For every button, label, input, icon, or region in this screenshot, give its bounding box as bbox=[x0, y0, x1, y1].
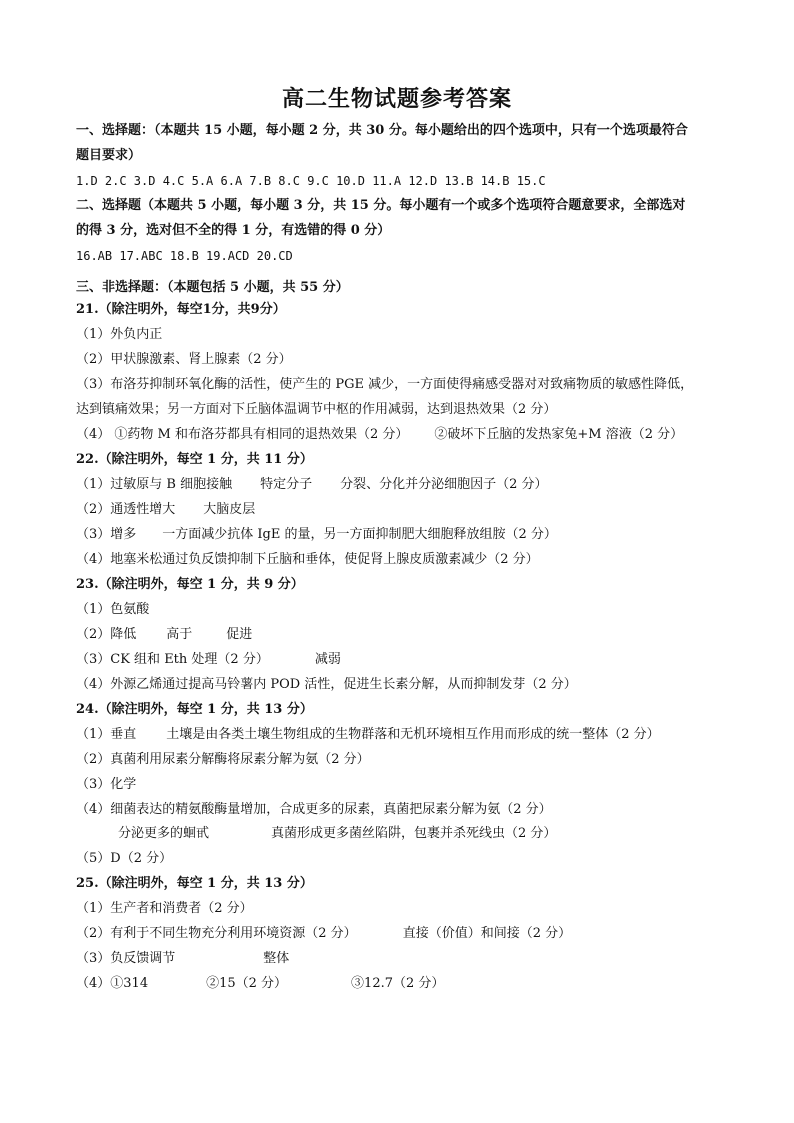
q25-answer-3-part1: （3）负反馈调节 bbox=[76, 951, 176, 966]
q24-answer-4-line2-part2: 真菌形成更多菌丝陷阱，包裹并杀死线虫（2 分） bbox=[271, 826, 557, 841]
q25-answer-1: （1）生产者和消费者（2 分） bbox=[76, 901, 253, 916]
q25-answer-4-part1: （4）①314 bbox=[76, 976, 149, 991]
q25-answer-4 bbox=[76, 975, 444, 993]
q21-answer-4-part1: （4） ①药物 M 和布洛芬都具有相同的退热效果（2 分） bbox=[76, 427, 409, 442]
q25-heading: 25.（除注明外，每空 1 分，共 13 分） bbox=[76, 876, 313, 891]
q22-answer-2 bbox=[76, 501, 255, 519]
q21-answer-4 bbox=[76, 426, 683, 444]
section2-heading-line2: 的得 3 分，选对但不全的得 1 分，有选错的得 0 分） bbox=[76, 223, 391, 238]
q23-answer-4: （4）外源乙烯通过提高马铃薯内 POD 活性，促进生长素分解，从而抑制发芽（2 分） bbox=[76, 677, 577, 692]
q21-answer-4-part2: ②破坏下丘脑的发热家兔+M 溶液（2 分） bbox=[434, 427, 684, 442]
q25-answer-2-part1: （2）有利于不同生物充分利用环境资源（2 分） bbox=[76, 926, 357, 941]
q25-answer-2 bbox=[76, 925, 571, 943]
q23-answer-2-part1: （2）降低 bbox=[76, 627, 137, 642]
q23-answer-1: （1）色氨酸 bbox=[76, 602, 150, 617]
q24-answer-1 bbox=[76, 726, 660, 744]
q24-answer-5: （5）D（2 分） bbox=[76, 851, 173, 866]
q25-answer-3-part2: 整体 bbox=[263, 951, 290, 966]
q22-heading: 22.（除注明外，每空 1 分，共 11 分） bbox=[76, 452, 313, 467]
q22-answer-3-part1: （3）增多 bbox=[76, 527, 137, 542]
q23-answer-2-part3: 促进 bbox=[226, 627, 253, 642]
q22-answer-2-part2: 大脑皮层 bbox=[203, 502, 256, 517]
q23-answer-3-part1: （3）CK 组和 Eth 处理（2 分） bbox=[76, 652, 269, 667]
q22-answer-3 bbox=[76, 526, 557, 544]
q24-answer-1-part2: 土壤是由各类土壤生物组成的生物群落和无机环境相互作用而形成的统一整体（2 分） bbox=[166, 727, 660, 742]
q23-answer-2 bbox=[76, 626, 252, 644]
q24-heading: 24.（除注明外，每空 1 分，共 13 分） bbox=[76, 702, 313, 717]
q24-answer-3: （3）化学 bbox=[76, 777, 137, 792]
q23-heading: 23.（除注明外，每空 1 分，共 9 分） bbox=[76, 577, 304, 592]
q22-answer-3-part2: 一方面减少抗体 IgE 的量，另一方面抑制肥大细胞释放组胺（2 分） bbox=[162, 527, 557, 542]
section1-heading-line2: 题目要求） bbox=[76, 148, 142, 163]
q21-answer-3-line1: （3）布洛芬抑制环氧化酶的活性，使产生的 PGE 减少，一方面使得痛感受器对对致痛物质的敏感性降低， bbox=[76, 377, 694, 392]
q25-answer-4-part2: ②15（2 分） bbox=[206, 976, 288, 991]
q22-answer-1 bbox=[76, 476, 548, 494]
q25-answer-2-part2: 直接（价值）和间接（2 分） bbox=[402, 926, 572, 941]
q23-answer-3-part2: 减弱 bbox=[314, 652, 341, 667]
q24-answer-2: （2）真菌利用尿素分解酶将尿素分解为氨（2 分） bbox=[76, 752, 370, 767]
section2-heading-line1: 二、选择题（本题共 5 小题，每小题 3 分，共 15 分。每小题有一个或多个选项符合题意要求，全部选对 bbox=[76, 198, 686, 213]
q22-answer-1-part3: 分裂、分化并分泌细胞因子（2 分） bbox=[340, 477, 548, 492]
q21-answer-1: （1）外负内正 bbox=[76, 327, 163, 342]
q22-answer-2-part1: （2）通透性增大 bbox=[76, 502, 176, 517]
q22-answer-1-part2: 特定分子 bbox=[260, 477, 313, 492]
section1-heading-line1: 一、选择题：（本题共 15 小题，每小题 2 分，共 30 分。每小题给出的四个选项中，只有一个选项最符合 bbox=[76, 123, 688, 138]
q24-answer-4-line2-part1: 分泌更多的蛔甙 bbox=[118, 826, 210, 841]
section1-answers: 1.D 2.C 3.D 4.C 5.A 6.A 7.B 8.C 9.C 10.D 11.A 12.D 13.B 14.B 15.C bbox=[76, 174, 546, 188]
q23-answer-3 bbox=[76, 651, 341, 669]
q24-answer-4-line1: （4）细菌表达的精氨酸酶量增加，合成更多的尿素，真菌把尿素分解为氨（2 分） bbox=[76, 802, 552, 817]
section3-heading: 三、非选择题：（本题包括 5 小题，共 55 分） bbox=[76, 280, 349, 295]
q21-answer-3-line2: 达到镇痛效果；另一方面对下丘脑体温调节中枢的作用减弱，达到退热效果（2 分） bbox=[76, 402, 557, 417]
q24-answer-1-part1: （1）垂直 bbox=[76, 727, 137, 742]
page-title: 高二生物试题参考答案 bbox=[281, 86, 512, 112]
q22-answer-4: （4）地塞米松通过负反馈抑制下丘脑和垂体，使促肾上腺皮质激素减少（2 分） bbox=[76, 552, 539, 567]
q25-answer-4-part3: ③12.7（2 分） bbox=[351, 976, 445, 991]
q21-heading: 21.（除注明外，每空1分，共9分） bbox=[76, 302, 286, 317]
q22-answer-1-part1: （1）过敏原与 B 细胞接触 bbox=[76, 477, 233, 492]
section2-answers: 16.AB 17.ABC 18.B 19.ACD 20.CD bbox=[76, 249, 293, 263]
q21-answer-2: （2）甲状腺激素、肾上腺素（2 分） bbox=[76, 352, 292, 367]
q24-answer-4-line2 bbox=[118, 825, 556, 843]
q25-answer-3 bbox=[76, 950, 289, 968]
q23-answer-2-part2: 高于 bbox=[166, 627, 193, 642]
